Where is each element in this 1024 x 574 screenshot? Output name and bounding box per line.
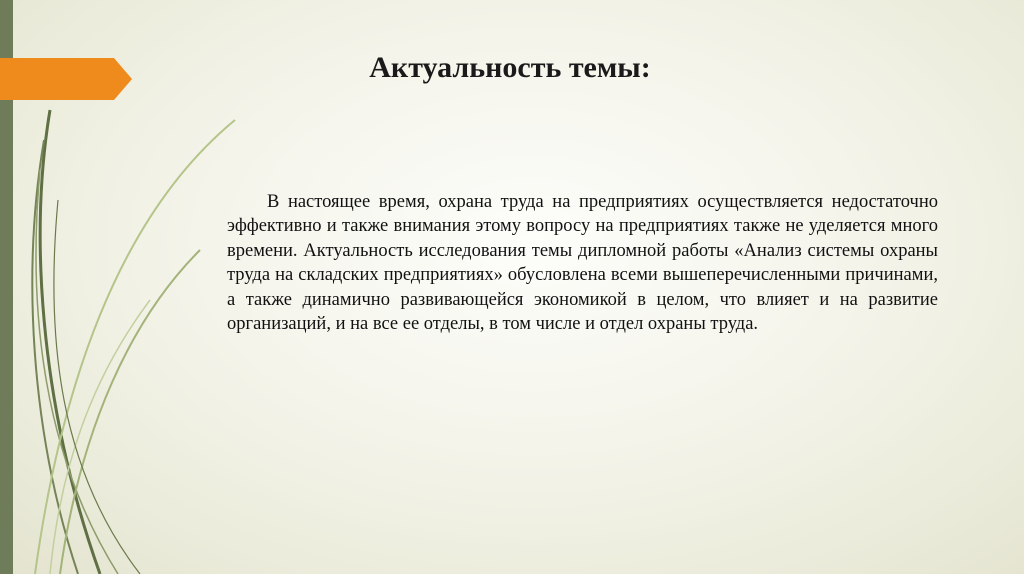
- slide-body-text: В настоящее время, охрана труда на предприятиях осуществляется недостаточно эффективно и также внимания этому вопросу на предприятиях также не уделяется много времени. Актуальность исследования темы дипломной работы «Анализ системы охраны труда на складских предприятиях» обусловлена всеми вышеперечисленными причинами, а также динамично развивающейся экономикой в целом, что влияет и на развитие организаций, и на все ее отделы, в том числе и отдел охраны труда.: [227, 192, 938, 335]
- orange-arrow-shape: [0, 58, 132, 100]
- slide-title: Актуальность темы:: [369, 51, 651, 84]
